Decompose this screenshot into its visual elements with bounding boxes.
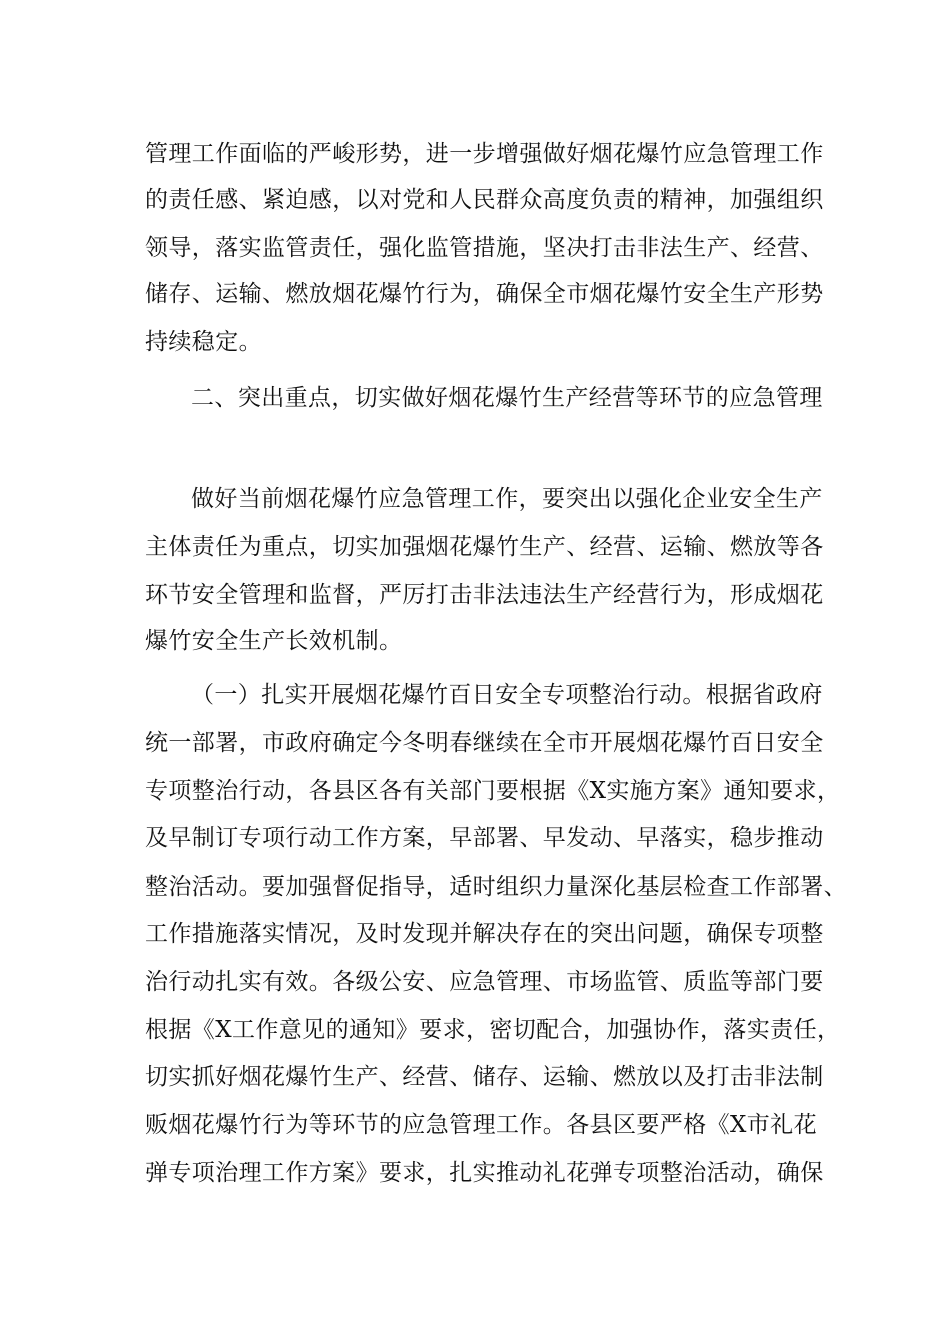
paragraph-4-line-7: 治行动扎实有效。各级公安、应急管理、市场监管、质监等部门要 xyxy=(145,969,824,995)
paragraph-3-line-3: 环节安全管理和监督，严厉打击非法违法生产经营行为，形成烟花 xyxy=(145,582,824,608)
paragraph-1-line-2: 的责任感、紧迫感，以对党和人民群众高度负责的精神，加强组织 xyxy=(145,187,824,213)
paragraph-1-line-3: 领导，落实监管责任，强化监管措施，坚决打击非法生产、经营、 xyxy=(145,235,824,261)
paragraph-1-line-5: 持续稳定。 xyxy=(145,329,262,355)
paragraph-3-line-4: 爆竹安全生产长效机制。 xyxy=(145,628,403,654)
paragraph-4-line-5: 整治活动。要加强督促指导，适时组织力量深化基层检查工作部署、 xyxy=(145,874,847,900)
paragraph-4-line-11: 弹专项治理工作方案》要求，扎实推动礼花弹专项整治活动，确保 xyxy=(145,1160,824,1186)
paragraph-4-line-4: 及早制订专项行动工作方案，早部署、早发动、早落实，稳步推动 xyxy=(145,825,824,851)
paragraph-4-line-3: 专项整治行动，各县区各有关部门要根据《X实施方案》通知要求， xyxy=(145,778,841,804)
paragraph-4-line-10: 贩烟花爆竹行为等环节的应急管理工作。各县区要严格《X市礼花 xyxy=(145,1112,817,1138)
paragraph-4-line-8: 根据《X工作意见的通知》要求，密切配合，加强协作，落实责任， xyxy=(145,1017,841,1043)
paragraph-4-line-6: 工作措施落实情况，及时发现并解决存在的突出问题，确保专项整 xyxy=(145,921,824,947)
paragraph-1-line-4: 储存、运输、燃放烟花爆竹行为，确保全市烟花爆竹安全生产形势 xyxy=(145,281,824,307)
paragraph-4-line-2: 统一部署，市政府确定今冬明春继续在全市开展烟花爆竹百日安全 xyxy=(145,730,824,756)
paragraph-3-line-1: 做好当前烟花爆竹应急管理工作，要突出以强化企业安全生产 xyxy=(191,486,823,512)
paragraph-1-line-1: 管理工作面临的严峻形势，进一步增强做好烟花爆竹应急管理工作 xyxy=(145,141,824,167)
paragraph-3-line-2: 主体责任为重点，切实加强烟花爆竹生产、经营、运输、燃放等各 xyxy=(145,534,824,560)
paragraph-4-line-9: 切实抓好烟花爆竹生产、经营、储存、运输、燃放以及打击非法制 xyxy=(145,1064,824,1090)
paragraph-4-line-1: （一）扎实开展烟花爆竹百日安全专项整治行动。根据省政府 xyxy=(191,682,823,708)
section-heading: 二、突出重点，切实做好烟花爆竹生产经营等环节的应急管理 xyxy=(191,385,823,411)
